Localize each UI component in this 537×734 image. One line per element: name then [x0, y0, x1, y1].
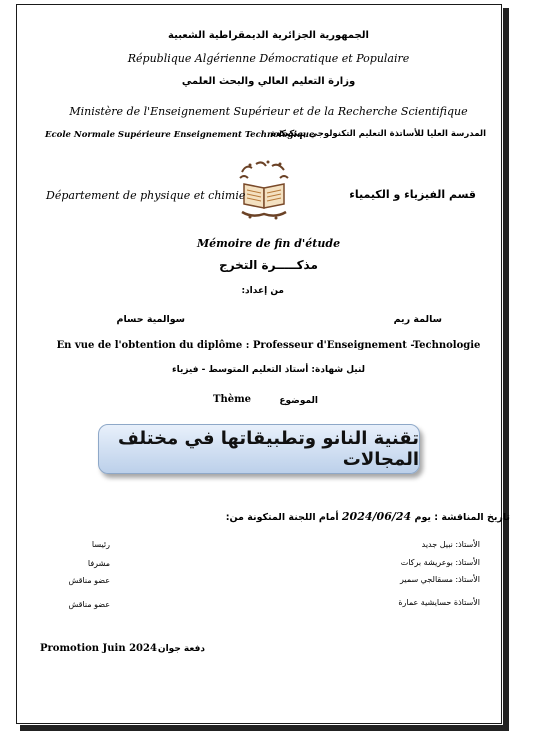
promotion-ar: دفعة جوان: [157, 644, 205, 654]
jury-member-name: الأستاذ: بوعريشة بركات: [400, 558, 480, 567]
defense-prefix: تاريخ المناقشة : يوم: [414, 512, 510, 523]
ministry-ar: وزارة التعليم العالي والبحث العلمي: [181, 76, 356, 87]
theme-title: تقنية النانو وتطبيقاتها في مختلف المجالات: [117, 428, 419, 470]
school-ar: المدرسة العليا للأساتذة التعليم التكنولوجي بسكيكدة: [271, 129, 486, 139]
department-ar: قسم الفيزياء و الكيمياء: [349, 188, 476, 201]
diploma-ar: لنيل شهادة: أستاذ التعليم المتوسط - فيزياء: [171, 365, 366, 375]
memoire-title-fr: Mémoire de fin d'étude: [196, 237, 341, 250]
jury-member-name: الأستاذ: نبيل جديد: [421, 540, 480, 549]
republic-ar: الجمهورية الجزائرية الديمقراطية الشعبية: [168, 30, 369, 41]
department-fr: Département de physique et chimie: [46, 189, 246, 202]
promotion-fr: Promotion Juin 2024: [40, 643, 157, 654]
memoire-title-ar: مذكـــــرة التخرج: [219, 258, 318, 272]
jury-member-role: مشرفا: [87, 559, 110, 568]
theme-title-box: [98, 424, 420, 474]
ministry-fr: Ministère de l'Enseignement Supérieur et de la Recherche Scientifique: [69, 105, 468, 118]
jury-member-role: عضو مناقش: [68, 576, 110, 585]
jury-member-role: عضو مناقش: [68, 600, 110, 609]
prepared-by-label: من إعداد:: [241, 286, 284, 296]
student-name-2: سوالمية حسام: [116, 314, 185, 325]
student-name-1: سالمة ريم: [393, 314, 442, 325]
jury-member-name: الأستاذ: مسقالجي سمير: [399, 575, 480, 584]
theme-label-ar: الموضوع: [279, 396, 318, 406]
defense-date: 2024/06/24: [341, 510, 412, 523]
diploma-fr: En vue de l'obtention du diplôme : Professeur d'Enseignement -Technologie: [56, 340, 481, 351]
defense-line: [225, 510, 510, 523]
jury-member-name: الأستاذة حسايشية عمارة: [398, 598, 480, 607]
school-fr: Ecole Normale Supérieure Enseignement Technologique: [45, 130, 315, 140]
republic-fr: République Algérienne Démocratique et Populaire: [127, 52, 410, 65]
jury-member-role: رئيسا: [91, 540, 110, 549]
defense-suffix: أمام اللجنة المتكونة من:: [225, 512, 339, 523]
theme-label-fr: Thème: [213, 394, 252, 405]
